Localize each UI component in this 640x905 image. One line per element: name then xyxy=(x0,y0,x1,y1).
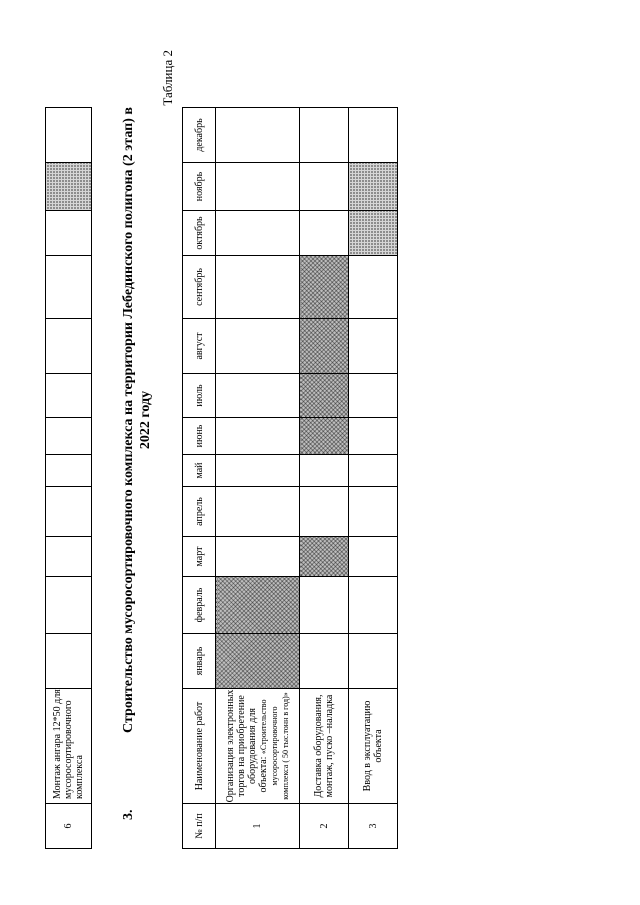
header-num: № п/п xyxy=(183,804,216,849)
work-name xyxy=(216,689,300,804)
month-cell xyxy=(46,455,92,487)
work-name-main: Организация электронных торгов на приобретение оборудования для объекта: xyxy=(224,689,269,803)
month-cell xyxy=(349,374,398,418)
month-cell xyxy=(349,256,398,319)
table-row xyxy=(300,108,349,849)
month-cell xyxy=(349,487,398,537)
row-number: 1 xyxy=(216,804,300,849)
row-number: 6 xyxy=(46,804,92,849)
month-cell xyxy=(300,418,349,455)
month-cell xyxy=(349,634,398,689)
month-cell xyxy=(300,163,349,211)
month-cell xyxy=(46,634,92,689)
header-month: июнь xyxy=(183,418,216,455)
row-number: 3 xyxy=(349,804,398,849)
work-name: Монтаж ангара 12*50 для мусоросортировочного комплекса xyxy=(46,689,92,804)
month-cell xyxy=(300,634,349,689)
header-month: август xyxy=(183,319,216,374)
section-title-line2: 2022 году xyxy=(138,390,153,450)
month-cell xyxy=(216,577,300,634)
month-cell xyxy=(300,487,349,537)
month-cell xyxy=(46,319,92,374)
table-row xyxy=(349,108,398,849)
section-heading xyxy=(120,20,154,820)
month-cell xyxy=(349,455,398,487)
work-name-sub: «Строительство мусоросортировочного комплекса ( 50 тыс.тонн в год)» xyxy=(258,692,290,800)
month-cell xyxy=(300,211,349,256)
month-cell xyxy=(216,211,300,256)
header-month: декабрь xyxy=(183,108,216,163)
header-month: июль xyxy=(183,374,216,418)
header-month: январь xyxy=(183,634,216,689)
month-cell xyxy=(349,577,398,634)
table-row xyxy=(216,108,300,849)
month-cell xyxy=(300,374,349,418)
header-month: апрель xyxy=(183,487,216,537)
month-cell xyxy=(349,163,398,211)
month-cell xyxy=(300,319,349,374)
month-cell xyxy=(46,163,92,211)
month-cell xyxy=(46,374,92,418)
work-name: Доставка оборудования, монтаж, пуско –наладка xyxy=(300,689,349,804)
header-month: февраль xyxy=(183,577,216,634)
month-cell xyxy=(300,256,349,319)
month-cell xyxy=(349,319,398,374)
month-cell xyxy=(216,418,300,455)
row-number: 2 xyxy=(300,804,349,849)
header-month: октябрь xyxy=(183,211,216,256)
month-cell xyxy=(46,256,92,319)
month-cell xyxy=(216,487,300,537)
month-cell xyxy=(216,319,300,374)
month-cell xyxy=(46,211,92,256)
month-cell xyxy=(349,418,398,455)
header-row xyxy=(183,108,216,849)
month-cell xyxy=(216,256,300,319)
month-cell xyxy=(46,577,92,634)
month-cell xyxy=(349,108,398,163)
month-cell xyxy=(216,374,300,418)
month-cell xyxy=(300,577,349,634)
header-name: Наименование работ xyxy=(183,689,216,804)
month-cell xyxy=(300,537,349,577)
table-row xyxy=(46,108,92,849)
header-month: май xyxy=(183,455,216,487)
section-number: 3. xyxy=(121,809,136,820)
month-cell xyxy=(46,487,92,537)
month-cell xyxy=(300,455,349,487)
schedule-table-2 xyxy=(182,107,398,849)
month-cell xyxy=(46,108,92,163)
month-cell xyxy=(216,455,300,487)
month-cell xyxy=(46,418,92,455)
month-cell xyxy=(216,634,300,689)
month-cell xyxy=(216,537,300,577)
header-month: ноябрь xyxy=(183,163,216,211)
month-cell xyxy=(349,211,398,256)
month-cell xyxy=(216,108,300,163)
section-title-line1: Строительство мусоросортировочного комплекса на территории Лебединского полигона (2 этап) в xyxy=(121,107,136,733)
work-name: Ввод в эксплуатацию объекта xyxy=(349,689,398,804)
header-month: сентябрь xyxy=(183,256,216,319)
month-cell xyxy=(216,163,300,211)
month-cell xyxy=(300,108,349,163)
header-month: март xyxy=(183,537,216,577)
table-caption: Таблица 2 xyxy=(160,50,175,106)
month-cell xyxy=(46,537,92,577)
schedule-table-1 xyxy=(45,107,92,849)
month-cell xyxy=(349,537,398,577)
